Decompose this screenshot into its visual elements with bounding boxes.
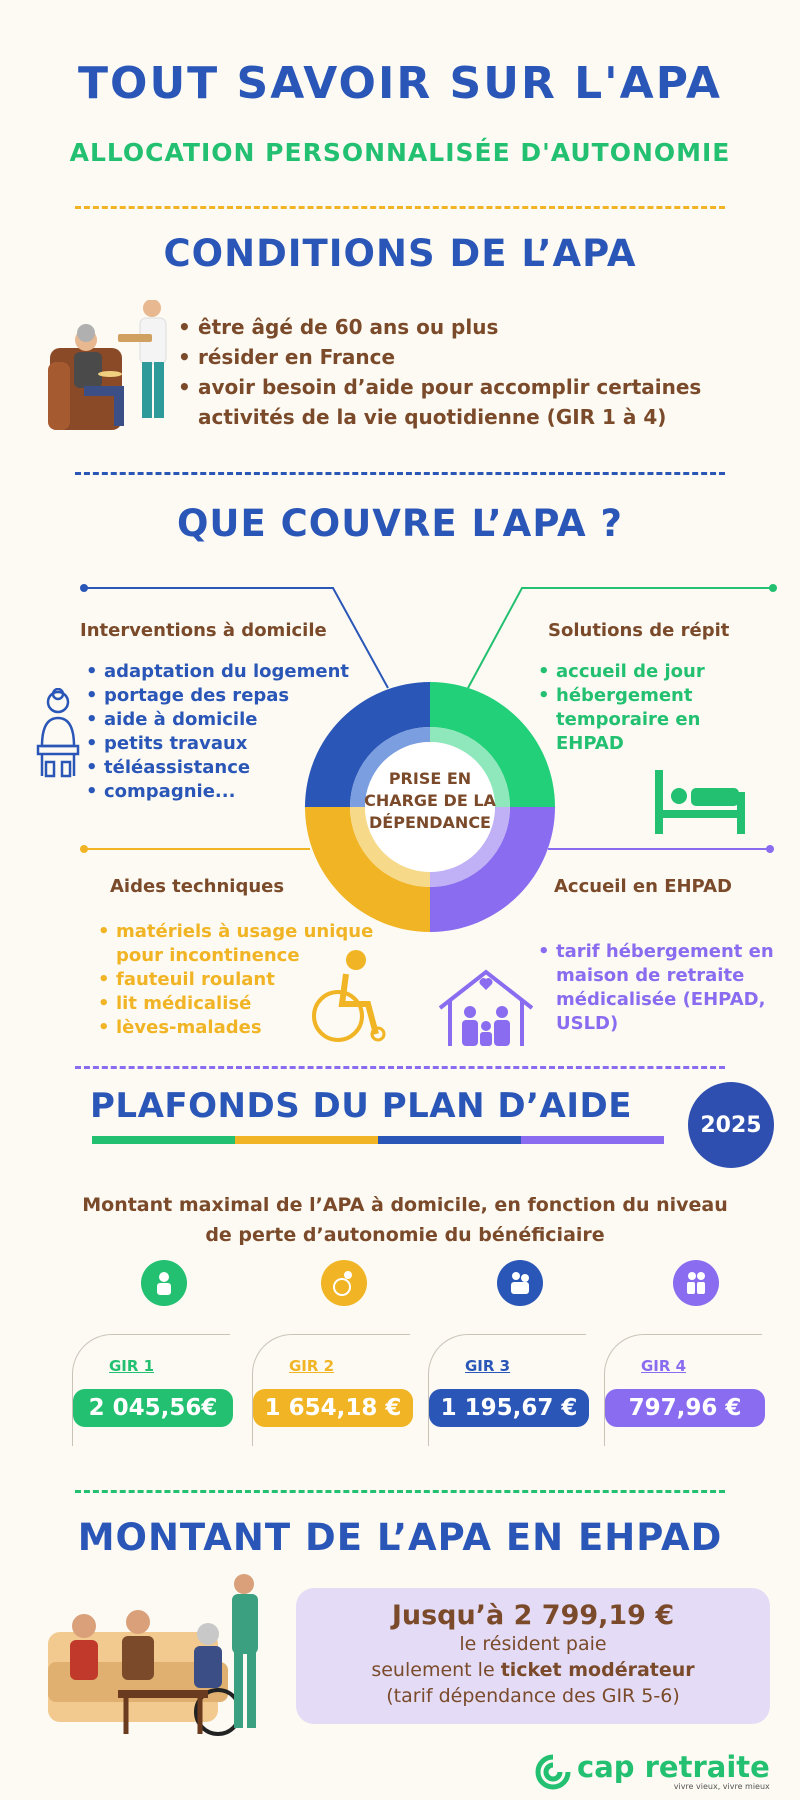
home-item: • portage des repas bbox=[84, 684, 384, 708]
brand-logo bbox=[535, 1752, 770, 1791]
gir-amount: 1 654,18 € bbox=[253, 1389, 413, 1427]
home-item: • aide à domicile bbox=[84, 708, 384, 732]
gir-name: GIR 3 bbox=[465, 1357, 511, 1375]
gir-amount: 797,96 € bbox=[605, 1389, 765, 1427]
ehpad-amount-title: MONTANT DE L’APA EN EHPAD bbox=[77, 1516, 723, 1559]
technical-item: • lèves-malades bbox=[96, 1016, 406, 1040]
divider bbox=[75, 206, 725, 209]
year-badge: 2025 bbox=[688, 1082, 774, 1168]
respite-list bbox=[536, 660, 736, 756]
gir1-icon bbox=[141, 1260, 187, 1306]
condition-item: • être âgé de 60 ans ou plus bbox=[198, 312, 778, 342]
ehpad-amount-box bbox=[296, 1588, 770, 1724]
divider bbox=[75, 472, 725, 475]
respite-heading: Solutions de répit bbox=[548, 620, 730, 641]
gir-card bbox=[252, 1334, 410, 1446]
divider bbox=[75, 1066, 725, 1069]
gir-card bbox=[604, 1334, 762, 1446]
conditions-list bbox=[198, 312, 778, 432]
ehpad-line2: le résident paie bbox=[459, 1633, 607, 1655]
ceilings-description: Montant maximal de l’APA à domicile, en fonction du niveau de perte d’autonomie du bénéficiaire bbox=[82, 1194, 728, 1246]
coverage-title: QUE COUVRE L’APA ? bbox=[176, 502, 624, 545]
gir-name: GIR 1 bbox=[109, 1357, 155, 1375]
subtitle: ALLOCATION PERSONNALISÉE D'AUTONOMIE bbox=[69, 138, 731, 167]
home-list bbox=[84, 660, 384, 804]
gir-name: GIR 4 bbox=[641, 1357, 687, 1375]
technical-item: • matériels à usage unique pour incontinence bbox=[96, 920, 406, 968]
ehpad-max-amount: Jusqu’à 2 799,19 € bbox=[391, 1600, 675, 1631]
gir-amount: 1 195,67 € bbox=[429, 1389, 589, 1427]
ehpad-line3 bbox=[296, 1657, 770, 1683]
divider bbox=[75, 1490, 725, 1493]
gir-card bbox=[72, 1334, 230, 1446]
home-item: • adaptation du logement bbox=[84, 660, 384, 684]
residents-illustration bbox=[48, 1572, 278, 1740]
gir2-icon bbox=[321, 1260, 367, 1306]
technical-heading: Aides techniques bbox=[110, 876, 285, 897]
elderly-person-icon bbox=[34, 688, 82, 780]
gir4-icon bbox=[673, 1260, 719, 1306]
donut-center-label: PRISE EN CHARGE DE LA DÉPENDANCE bbox=[364, 769, 496, 832]
ehpad-heading: Accueil en EHPAD bbox=[554, 876, 732, 897]
ceilings-title: PLAFONDS DU PLAN D’AIDE bbox=[90, 1086, 632, 1126]
ehpad-item: • tarif hébergement en maison de retraite médicalisée (EHPAD, USLD) bbox=[536, 940, 796, 1036]
respite-item: • accueil de jour bbox=[536, 660, 736, 684]
gir-card bbox=[428, 1334, 586, 1446]
ehpad-line3-prefix: seulement le bbox=[371, 1659, 501, 1681]
caregiver-illustration bbox=[48, 300, 178, 440]
home-item: • petits travaux bbox=[84, 732, 384, 756]
ehpad-list bbox=[536, 940, 796, 1036]
gir-name: GIR 2 bbox=[289, 1357, 335, 1375]
ehpad-line4: (tarif dépendance des GIR 5-6) bbox=[386, 1685, 680, 1707]
main-title: TOUT SAVOIR SUR L'APA bbox=[78, 58, 722, 109]
home-heading: Interventions à domicile bbox=[80, 620, 327, 641]
home-item: • téléassistance bbox=[84, 756, 384, 780]
cap-retraite-logo-icon bbox=[535, 1754, 571, 1790]
condition-item: • résider en France bbox=[198, 342, 778, 372]
technical-item: • lit médicalisé bbox=[96, 992, 406, 1016]
ehpad-line3-bold: ticket modérateur bbox=[500, 1659, 695, 1681]
respite-item: • hébergement temporaire en EHPAD bbox=[536, 684, 736, 756]
condition-item: • avoir besoin d’aide pour accomplir certaines activités de la vie quotidienne (GIR 1 à 4) bbox=[198, 372, 778, 432]
brand-tagline: vivre vieux, vivre mieux bbox=[673, 1782, 770, 1791]
house-family-icon bbox=[436, 968, 536, 1050]
gir3-icon bbox=[497, 1260, 543, 1306]
color-bar bbox=[92, 1136, 664, 1144]
gir-amount: 2 045,56€ bbox=[73, 1389, 233, 1427]
wheelchair-icon bbox=[306, 948, 392, 1044]
technical-item: • fauteuil roulant bbox=[96, 968, 406, 992]
brand-name: cap retraite bbox=[577, 1750, 770, 1784]
home-item: • compagnie... bbox=[84, 780, 384, 804]
bed-icon bbox=[655, 770, 745, 834]
conditions-title: CONDITIONS DE L’APA bbox=[163, 232, 637, 275]
